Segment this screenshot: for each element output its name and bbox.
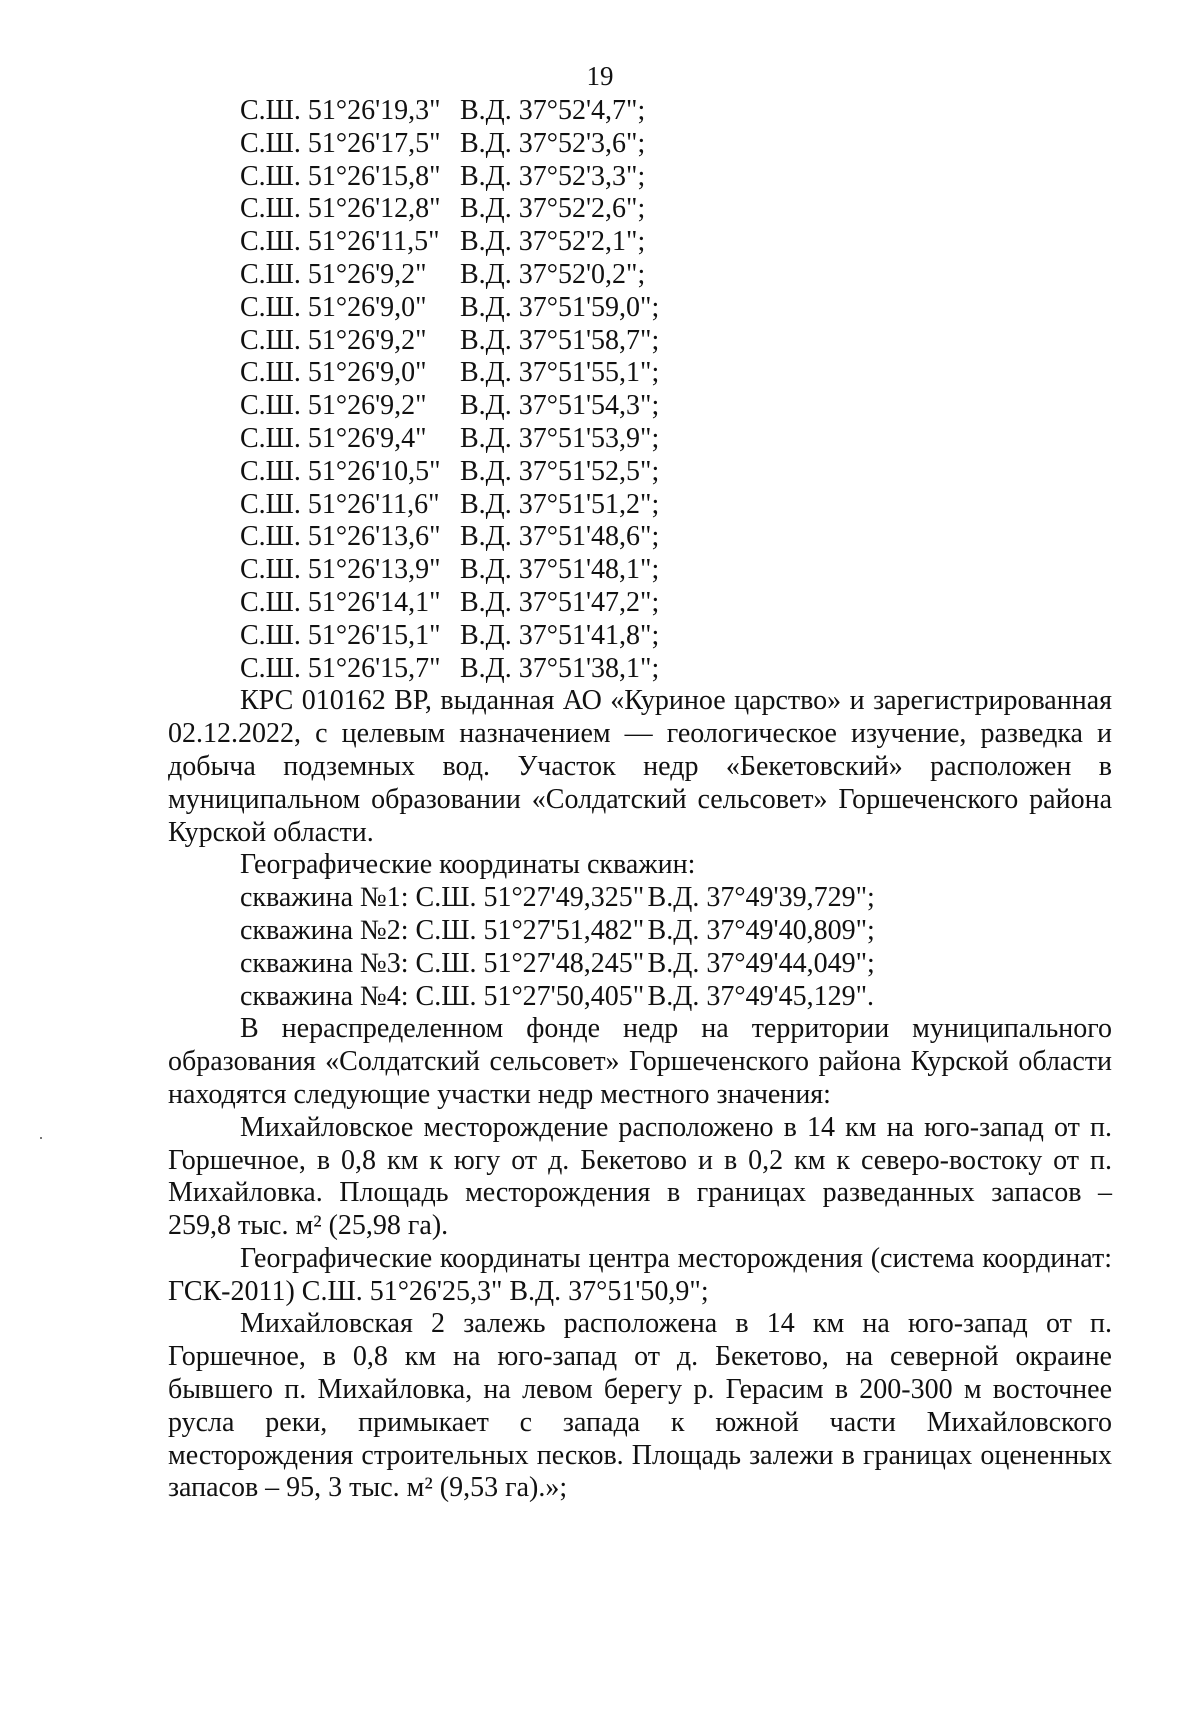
- well-longitude: В.Д. 37°49'39,729";: [647, 882, 875, 914]
- latitude-value: С.Ш. 51°26'12,8": [240, 193, 441, 225]
- well-longitude: В.Д. 37°49'45,129".: [647, 980, 874, 1012]
- longitude-value: В.Д. 37°51'53,9";: [460, 422, 660, 454]
- well-name: скважина №2:: [240, 914, 416, 946]
- coordinate-row: [168, 554, 1112, 587]
- latitude-value: С.Ш. 51°26'9,0": [240, 291, 427, 323]
- longitude-value: В.Д. 37°51'59,0";: [460, 291, 660, 323]
- well-longitude: В.Д. 37°49'44,049";: [647, 947, 875, 979]
- unallocated-fund-paragraph: В нераспределенном фонде недр на территории муниципального образования «Солдатский сельсовет» Горшеченского района Курской области находятся следующие участки недр местного значения:: [168, 1013, 1112, 1110]
- coordinate-row: [168, 292, 1112, 325]
- longitude-value: В.Д. 37°51'54,3";: [460, 390, 660, 422]
- longitude-value: В.Д. 37°52'0,2";: [460, 258, 646, 290]
- krs-paragraph: КРС 010162 ВР, выданная АО «Куриное царство» и зарегистрированная 02.12.2022, с целевым назначением — геологическое изучение, разведка и добыча подземных вод. Участок недр «Бекетовский» расположен в муниципальном образовании «Солдатский сельсовет» Горшеченского района Курской области.: [168, 685, 1112, 848]
- latitude-value: С.Ш. 51°26'10,5": [240, 455, 441, 487]
- coordinate-list: [168, 95, 1112, 685]
- well-latitude: С.Ш. 51°27'50,405": [415, 980, 645, 1012]
- coordinate-row: [168, 521, 1112, 554]
- latitude-value: С.Ш. 51°26'19,3": [240, 95, 441, 126]
- longitude-value: В.Д. 37°51'41,8";: [460, 619, 660, 651]
- latitude-value: С.Ш. 51°26'13,6": [240, 521, 441, 553]
- longitude-value: В.Д. 37°52'2,6";: [460, 193, 646, 225]
- latitude-value: С.Ш. 51°26'9,4": [240, 422, 427, 454]
- longitude-value: В.Д. 37°51'51,2";: [460, 488, 660, 520]
- latitude-value: С.Ш. 51°26'14,1": [240, 586, 441, 618]
- coordinate-row: [168, 161, 1112, 194]
- well-name: скважина №4:: [240, 980, 416, 1012]
- mikhailovskoe-deposit-paragraph: Михайловское месторождение расположено в 14 км на юго-запад от п. Горшечное, в 0,8 км к югу от д. Бекетово и в 0,2 км к северо-востоку от п. Михайловка. Площадь месторождения в границах разведанных запасов – 259,8 тыс. м² (25,98 га).: [168, 1111, 1112, 1242]
- coordinate-row: [168, 128, 1112, 161]
- longitude-value: В.Д. 37°51'58,7";: [460, 324, 660, 356]
- well-row: [168, 882, 1112, 915]
- mikhailovskaya-2-deposit-paragraph: Михайловская 2 залежь расположена в 14 км на юго-запад от п. Горшечное, в 0,8 км на юго-запад от д. Бекетово, на северной окраине бывшего п. Михайловка, на левом берегу р. Герасим в 200-300 м восточнее русла реки, примыкает с запада к южной части Михайловского месторождения строительных песков. Площадь залежи в границах оцененных запасов – 95, 3 тыс. м² (9,53 га).»;: [168, 1308, 1112, 1504]
- latitude-value: С.Ш. 51°26'13,9": [240, 554, 441, 586]
- latitude-value: С.Ш. 51°26'11,6": [240, 488, 440, 520]
- longitude-value: В.Д. 37°51'55,1";: [460, 357, 660, 389]
- coordinate-row: [168, 456, 1112, 489]
- longitude-value: В.Д. 37°51'52,5";: [460, 455, 660, 487]
- longitude-value: В.Д. 37°52'4,7";: [460, 95, 646, 126]
- well-row: [168, 915, 1112, 948]
- document-body: [168, 95, 1112, 1505]
- deposit-center-coordinates-paragraph: Географические координаты центра месторождения (система координат: ГСК-2011) С.Ш. 51°26'25,3" В.Д. 37°51'50,9";: [168, 1242, 1112, 1307]
- latitude-value: С.Ш. 51°26'9,2": [240, 258, 427, 290]
- coordinate-row: [168, 193, 1112, 226]
- coordinate-row: [168, 653, 1112, 686]
- coordinate-row: [168, 620, 1112, 653]
- page-number: 19: [586, 61, 614, 91]
- longitude-value: В.Д. 37°52'3,3";: [460, 160, 646, 192]
- well-name: скважина №3:: [240, 947, 416, 979]
- latitude-value: С.Ш. 51°26'15,7": [240, 652, 441, 684]
- well-latitude: С.Ш. 51°27'51,482": [415, 914, 645, 946]
- wells-heading: Географические координаты скважин:: [240, 849, 696, 881]
- coordinate-row: [168, 357, 1112, 390]
- well-row: [168, 948, 1112, 981]
- latitude-value: С.Ш. 51°26'9,0": [240, 357, 427, 389]
- coordinate-row: [168, 95, 1112, 128]
- latitude-value: С.Ш. 51°26'9,2": [240, 324, 427, 356]
- coordinate-row: [168, 325, 1112, 358]
- longitude-value: В.Д. 37°51'48,1";: [460, 554, 660, 586]
- coordinate-row: [168, 226, 1112, 259]
- latitude-value: С.Ш. 51°26'17,5": [240, 127, 441, 159]
- longitude-value: В.Д. 37°51'38,1";: [460, 652, 660, 684]
- coordinate-row: [168, 587, 1112, 620]
- well-latitude: С.Ш. 51°27'49,325": [415, 882, 645, 914]
- longitude-value: В.Д. 37°51'47,2";: [460, 586, 660, 618]
- coordinate-row: [168, 489, 1112, 522]
- well-latitude: С.Ш. 51°27'48,245": [415, 947, 645, 979]
- longitude-value: В.Д. 37°51'48,6";: [460, 521, 660, 553]
- well-row: [168, 981, 1112, 1014]
- coordinate-row: [168, 390, 1112, 423]
- well-longitude: В.Д. 37°49'40,809";: [647, 914, 875, 946]
- latitude-value: С.Ш. 51°26'11,5": [240, 226, 440, 258]
- latitude-value: С.Ш. 51°26'15,1": [240, 619, 441, 651]
- longitude-value: В.Д. 37°52'2,1";: [460, 226, 646, 258]
- coordinate-row: [168, 423, 1112, 456]
- latitude-value: С.Ш. 51°26'9,2": [240, 390, 427, 422]
- longitude-value: В.Д. 37°52'3,6";: [460, 127, 646, 159]
- well-name: скважина №1:: [240, 882, 416, 914]
- latitude-value: С.Ш. 51°26'15,8": [240, 160, 441, 192]
- well-coordinate-list: [168, 882, 1112, 1013]
- scan-speck: [40, 1137, 42, 1139]
- coordinate-row: [168, 259, 1112, 292]
